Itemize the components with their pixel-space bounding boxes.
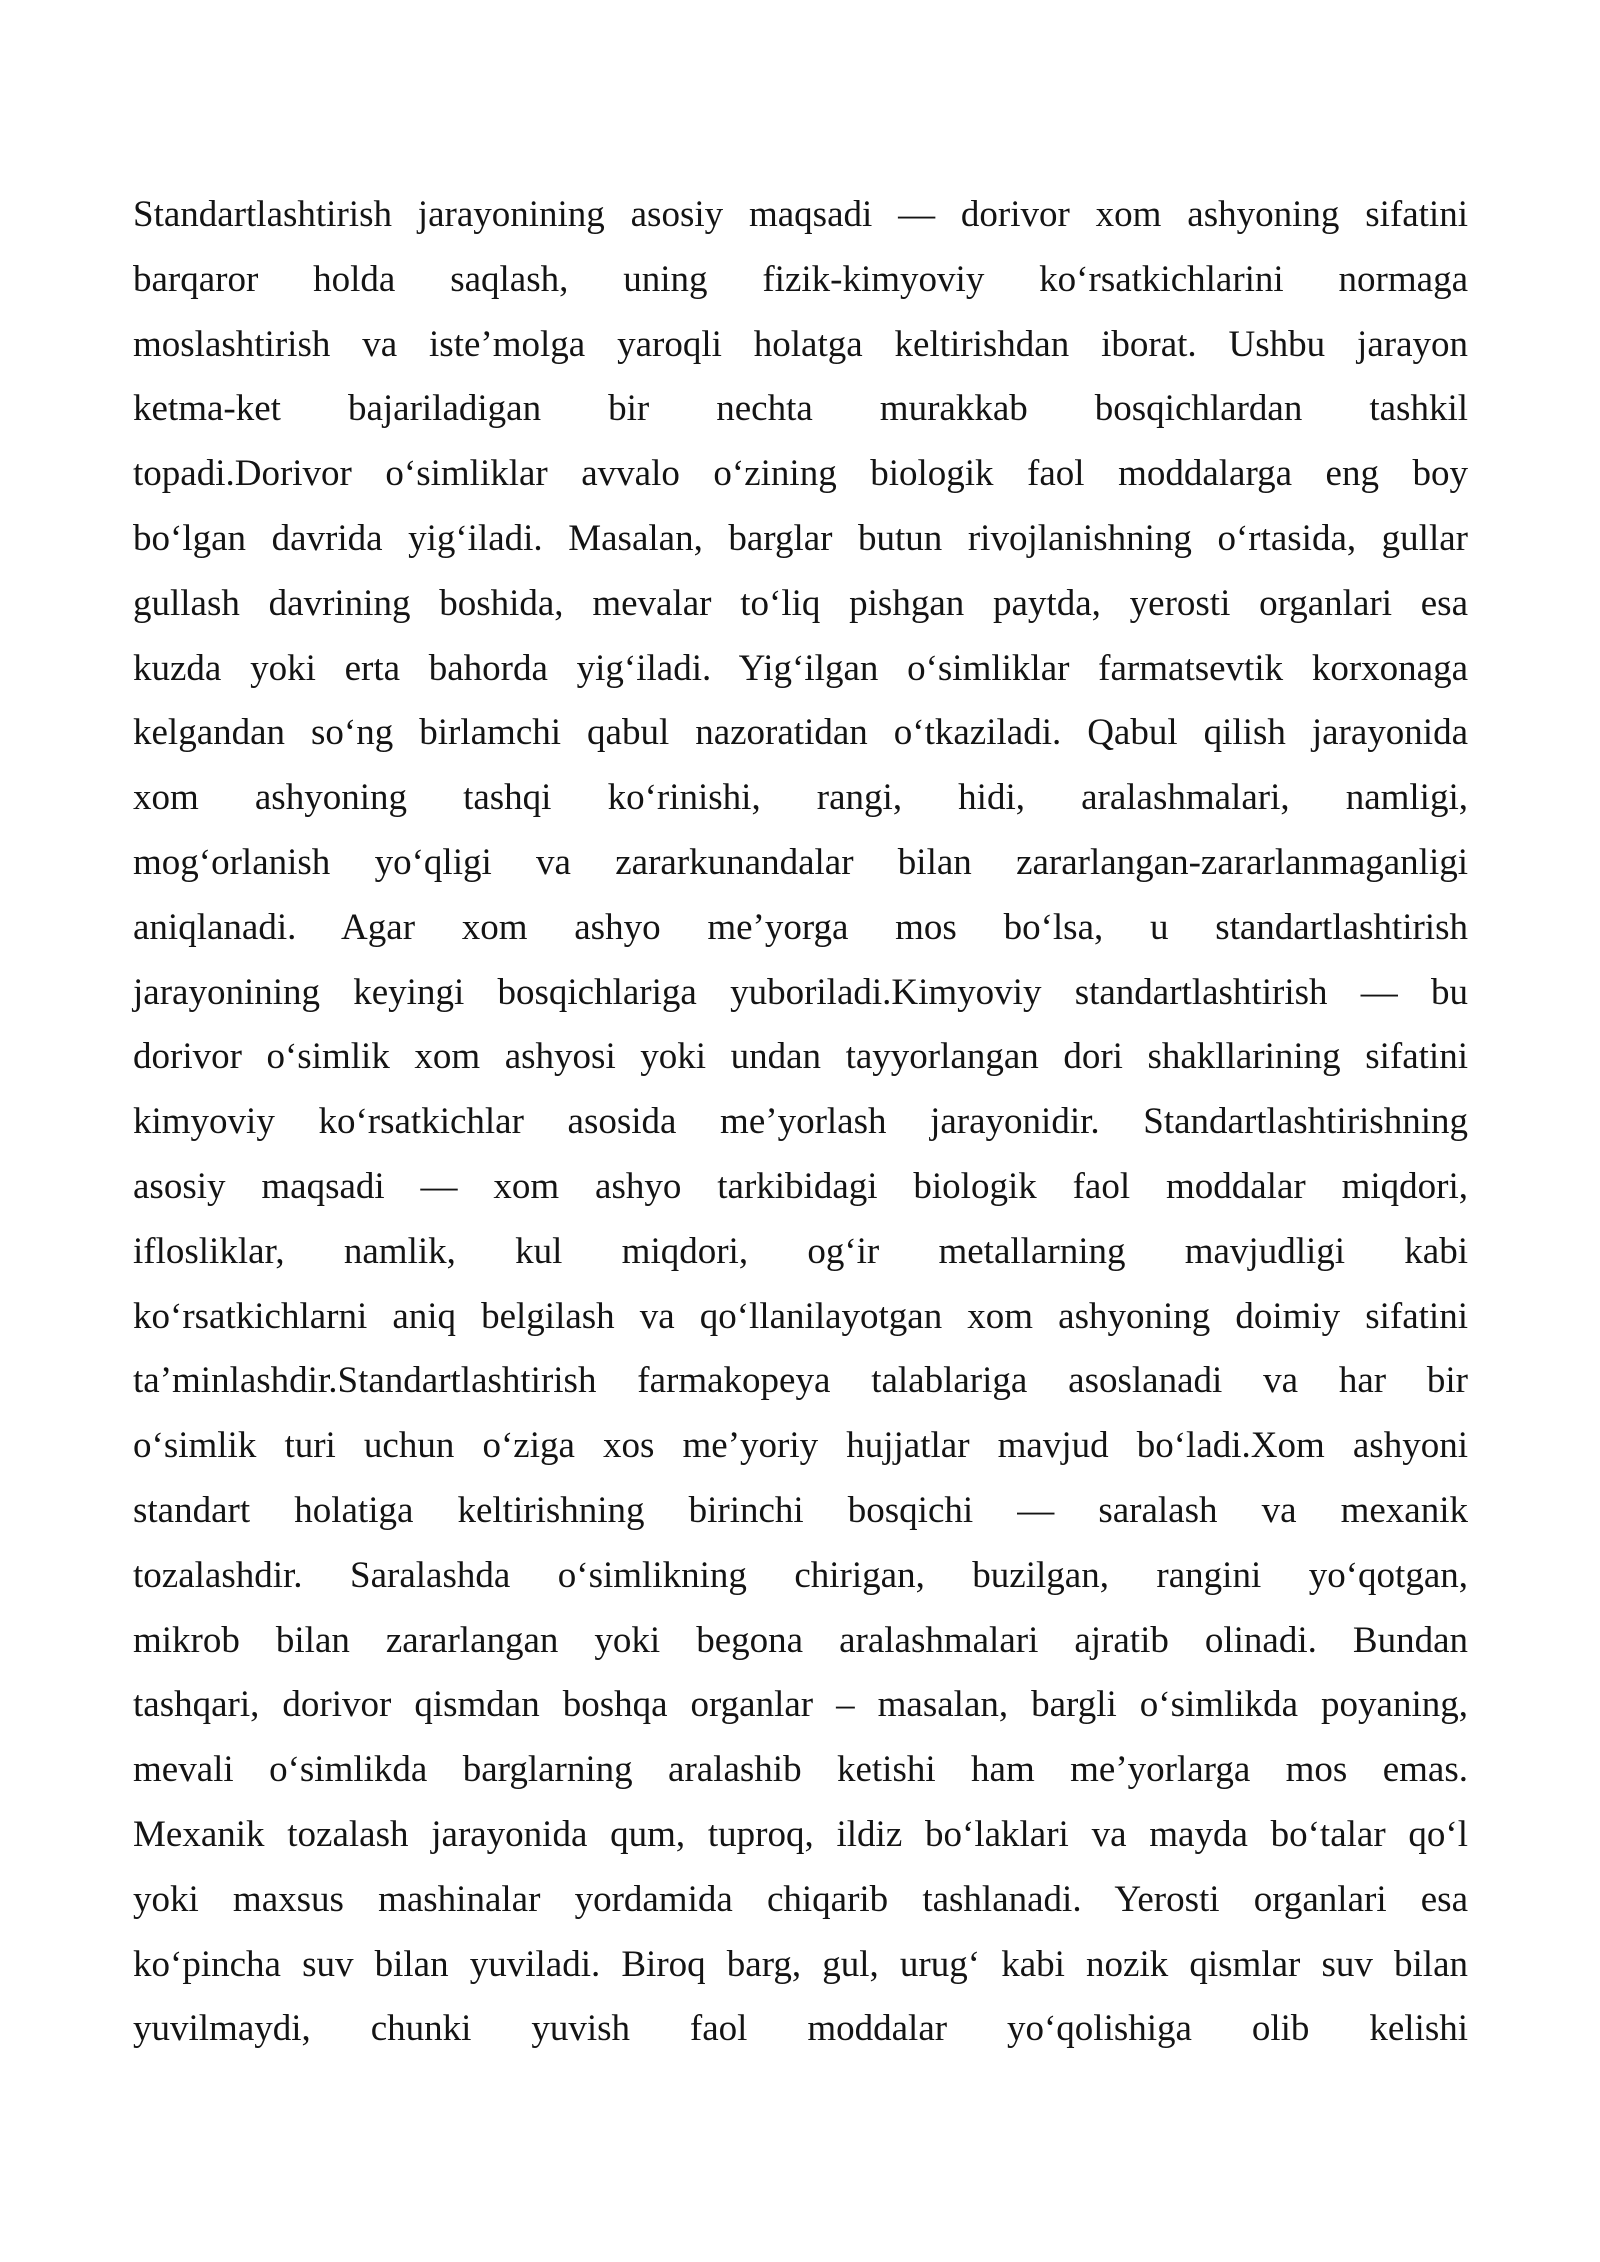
- text-line: jarayonining keyingi bosqichlariga yuboriladi.Kimyoviy standartlashtirish — bu: [133, 971, 1468, 1013]
- text-line: ketma-ket bajariladigan bir nechta murakkab bosqichlardan tashkil: [133, 388, 1468, 430]
- text-line: kuzda yoki erta bahorda yig‘iladi. Yig‘ilgan o‘simliklar farmatsevtik korxonaga: [133, 647, 1468, 689]
- text-line: bo‘lgan davrida yig‘iladi. Masalan, barglar butun rivojlanishning o‘rtasida, gullar: [133, 517, 1468, 559]
- text-line: moslashtirish va iste’molga yaroqli holatga keltirishdan iborat. Ushbu jarayon: [133, 323, 1468, 365]
- text-line: topadi.Dorivor o‘simliklar avvalo o‘zining biologik faol moddalarga eng boy: [133, 453, 1468, 495]
- text-line: dorivor o‘simlik xom ashyosi yoki undan tayyorlangan dori shakllarining sifatini: [133, 1036, 1468, 1078]
- text-line: yuvilmaydi, chunki yuvish faol moddalar yo‘qolishiga olib kelishi: [133, 2008, 1468, 2050]
- text-line: aniqlanadi. Agar xom ashyo me’yorga mos bo‘lsa, u standartlashtirish: [133, 906, 1468, 948]
- text-line: tashqari, dorivor qismdan boshqa organlar – masalan, bargli o‘simlikda poyaning,: [133, 1684, 1468, 1726]
- text-line: gullash davrining boshida, mevalar to‘liq pishgan paytda, yerosti organlari esa: [133, 582, 1468, 624]
- text-line: kelgandan so‘ng birlamchi qabul nazoratidan o‘tkaziladi. Qabul qilish jarayonida: [133, 712, 1468, 754]
- paragraph-block: [133, 183, 1468, 2062]
- text-line: iflosliklar, namlik, kul miqdori, og‘ir metallarning mavjudligi kabi: [133, 1230, 1468, 1272]
- text-line: mevali o‘simlikda barglarning aralashib ketishi ham me’yorlarga mos emas.: [133, 1749, 1468, 1791]
- text-line: standart holatiga keltirishning birinchi bosqichi — saralash va mexanik: [133, 1489, 1468, 1531]
- text-line: Standartlashtirish jarayonining asosiy maqsadi — dorivor xom ashyoning sifatini: [133, 194, 1468, 235]
- text-line: ko‘rsatkichlarni aniq belgilash va qo‘llanilayotgan xom ashyoning doimiy sifatini: [133, 1295, 1468, 1337]
- text-line: mog‘orlanish yo‘qligi va zararkunandalar bilan zararlangan-zararlanmaganligi: [133, 841, 1468, 883]
- text-line: yoki maxsus mashinalar yordamida chiqarib tashlanadi. Yerosti organlari esa: [133, 1878, 1468, 1920]
- text-line: ko‘pincha suv bilan yuviladi. Biroq barg, gul, urug‘ kabi nozik qismlar suv bilan: [133, 1943, 1468, 1985]
- text-line: o‘simlik turi uchun o‘ziga xos me’yoriy hujjatlar mavjud bo‘ladi.Xom ashyoni: [133, 1425, 1468, 1467]
- text-line: tozalashdir. Saralashda o‘simlikning chirigan, buzilgan, rangini yo‘qotgan,: [133, 1554, 1468, 1596]
- text-line: ta’minlashdir.Standartlashtirish farmakopeya talablariga asoslanadi va har bir: [133, 1360, 1468, 1402]
- text-line: kimyoviy ko‘rsatkichlar asosida me’yorlash jarayonidir. Standartlashtirishning: [133, 1101, 1468, 1143]
- text-line: mikrob bilan zararlangan yoki begona aralashmalari ajratib olinadi. Bundan: [133, 1619, 1468, 1661]
- text-line: xom ashyoning tashqi ko‘rinishi, rangi, hidi, aralashmalari, namligi,: [133, 777, 1468, 819]
- text-line: asosiy maqsadi — xom ashyo tarkibidagi biologik faol moddalar miqdori,: [133, 1165, 1468, 1207]
- text-line: Mexanik tozalash jarayonida qum, tuproq, ildiz bo‘laklari va mayda bo‘talar qo‘l: [133, 1813, 1468, 1855]
- text-line: barqaror holda saqlash, uning fizik-kimyoviy ko‘rsatkichlarini normaga: [133, 258, 1468, 300]
